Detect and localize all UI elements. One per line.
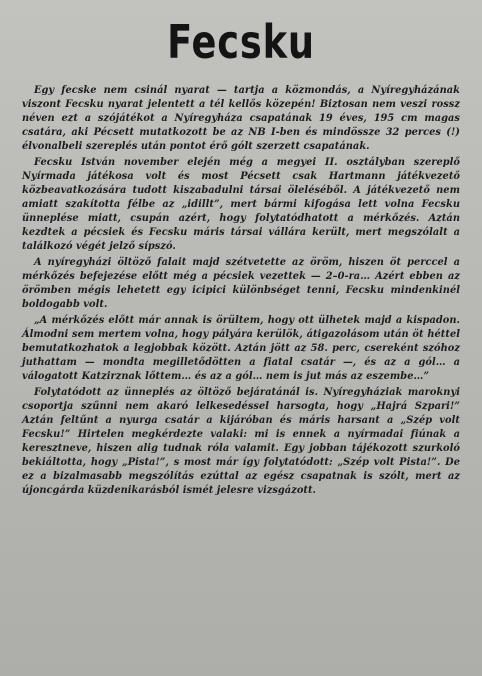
paragraph-2: Fecsku István november elején még a megyei II. osztályban szereplő Nyírmada játékosa volt és most Pécsett csak Hartmann játékvezető közbeavatkozására tudott kiszabadulni társai öleléséből. A játékvezető nem amiatt szakította félbe az „idillt”, mert bármi kifogása lett volna Fecsku ünneplése miatt, csupán azért, hogy folytatódhatott a mérkőzés. Aztán kezdtek a pécsiek és Fecsku máris társai vállára került, mert megszólalt a találkozó végét jelző sípszó. (22, 157, 460, 252)
paragraph-1: Egy fecske nem csinál nyarat — tartja a közmondás, a Nyíregyházának viszont Fecsku nyarat jelentett a tél kellős közepén! Biztosan nem veszi rossz néven ezt a szójátékot a Nyíregyháza csapatának 19 éves, 195 cm magas csatára, aki Pécsett mutatkozott be az NB I-ben és mindössze 32 perces (!) élvonalbeli szereplés után pontot érő gólt szerzett csapatának. (22, 85, 460, 152)
paragraph-3: A nyíregyházi öltöző falait majd szétvetette az öröm, hiszen öt perccel a mérkőzés befejezése előtt még a pécsiek vezettek — 2–0-ra… Azért ebben az örömben mégis lehetett egy icipici különbséget tenni, Fecsku mindenkinél boldogabb volt. (22, 257, 460, 310)
headline: Fecsku (167, 15, 315, 69)
paragraph-5: Folytatódott az ünneplés az öltöző bejáratánál is. Nyíregyháziak maroknyi csoportja szűnni nem akaró lelkesedéssel harsogta, hogy „Hajrá Szpari!” Aztán feltűnt a nyurga csatár a kijáróban és máris harsant a „Szép volt Fecsku!” Hirtelen megkérdezte valaki: mi is ennek a nyírmadai fiúnak a keresztneve, hiszen alig tudnak róla valamit. Egy jobban tájékozott szurkoló bekiáltotta, hogy „Pista!”, s most már így folytatódott: „Szép volt Pista!”. De ez a bizalmasabb megszólítás ezúttal az egész csapatnak is szólt, mert az újoncgárda küzdenikarásból ismét jelesre vizsgázott. (22, 387, 460, 496)
paragraph-4: „A mérkőzés előtt már annak is örültem, hogy ott ülhetek majd a kispadon. Álmodni sem mertem volna, hogy pályára kerülök, átigazolásom után öt héttel bemutatkozhatok a legjobbak között. Aztán jött az 58. perc, csereként szóhoz juthattam — mondta megilletődötten a fiatal csatár —, és az a gól… a válogatott Katzirznak lőttem… és az a gól… nem is jut más az eszembe…” (22, 315, 460, 382)
article-body (22, 84, 460, 498)
